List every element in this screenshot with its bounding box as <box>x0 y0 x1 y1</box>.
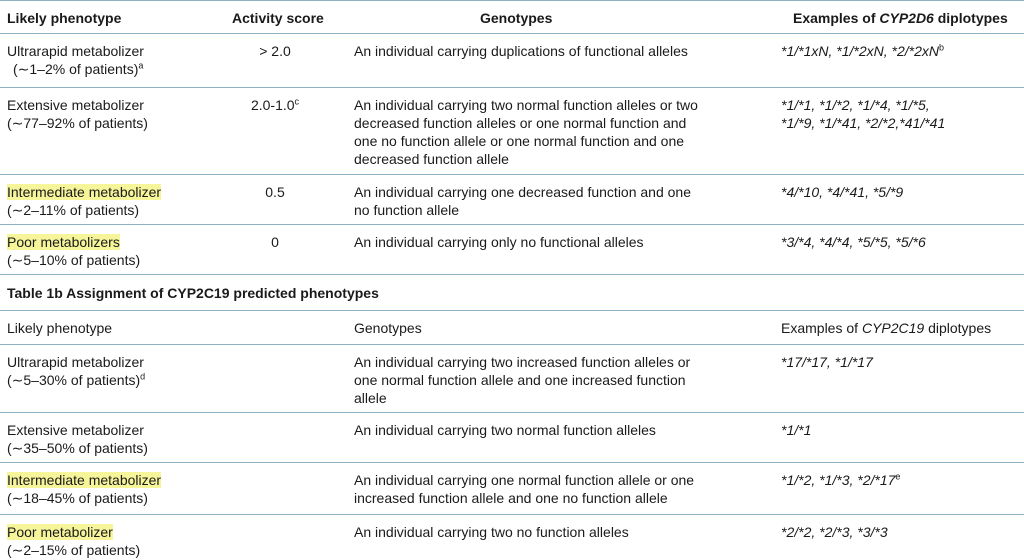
diplotype-cell: *1/*1 <box>781 422 812 438</box>
diplotype-cell: *1/*1xN, *1/*2xN, $*2/*2xN^b$ <box>781 42 944 59</box>
table-row <box>0 515 1024 559</box>
genotype-cell: An individual carrying two increased function alleles or one normal function allele and one increased function allele <box>354 354 691 406</box>
table-row <box>0 175 1024 225</box>
diplotype-cell: *1/*1, *1/*2, *1/*4, *1/*5, *1/*9, *1/*41, *2/*2,*41/*41 <box>781 97 946 131</box>
header-phenotype: Likely phenotype <box>7 10 122 26</box>
genotype-cell: An individual carrying duplications of functional alleles <box>354 43 688 59</box>
phenotype-cell: Extensive metabolizer (∼77–92% of patients) <box>7 97 148 131</box>
genotype-cell: An individual carrying one normal function allele or one increased function allele and one no function allele <box>354 472 695 506</box>
activity-score-cell: 0 <box>271 234 279 250</box>
activity-score-cell: 2.0-1.0$^c$ <box>250 96 300 113</box>
phenotype-cell: Poor metabolizers (∼5–10% of patients) <box>7 234 141 268</box>
highlighted-phenotype: Intermediate metabolizer <box>7 184 162 200</box>
genotype-cell: An individual carrying two no function alleles <box>354 524 629 540</box>
table-a-header-row <box>0 0 1024 34</box>
activity-score-cell: 0.5 <box>265 184 285 200</box>
phenotype-cell: Ultrarapid metabolizer (∼1–2% of patients)$^a$ <box>7 43 144 77</box>
diplotype-cell: *3/*4, *4/*4, *5/*5, *5/*6 <box>781 234 926 250</box>
highlighted-phenotype: Poor metabolizer <box>7 524 113 540</box>
table-row <box>0 225 1024 275</box>
header-genotypes: Genotypes <box>480 10 553 26</box>
header-genotypes: Genotypes <box>354 320 422 336</box>
activity-score-cell: > 2.0 <box>259 43 291 59</box>
header-activity-score: Activity score <box>232 10 324 26</box>
diplotype-cell: *2/*2, *2/*3, *3/*3 <box>781 524 888 540</box>
phenotype-cell: Intermediate metabolizer (∼2–11% of patients) <box>7 184 162 218</box>
table-row <box>0 413 1024 463</box>
table-row <box>0 463 1024 515</box>
genotype-cell: An individual carrying only no functional alleles <box>354 234 644 250</box>
table-row <box>0 345 1024 413</box>
diplotype-cell: *4/*10, *4/*41, *5/*9 <box>781 184 904 200</box>
table-b-header-row <box>0 311 1024 345</box>
genotype-cell: An individual carrying two normal function alleles <box>354 422 656 438</box>
diplotype-cell: *17/*17, *1/*17 <box>781 354 873 370</box>
header-examples: Examples of CYP2D6 diplotypes <box>793 10 1008 26</box>
header-phenotype: Likely phenotype <box>7 320 113 336</box>
table-row <box>0 34 1024 88</box>
highlighted-phenotype: Poor metabolizers <box>7 234 120 250</box>
genotype-cell: An individual carrying one decreased function and one no function allele <box>354 184 692 218</box>
phenotype-cell: Extensive metabolizer (∼35–50% of patients) <box>7 422 148 456</box>
table-b-caption-row <box>0 275 1024 311</box>
header-examples: Examples of CYP2C19 diplotypes <box>781 320 992 336</box>
table-b-caption: Table 1b Assignment of CYP2C19 predicted phenotypes <box>7 285 379 301</box>
phenotype-cell: Intermediate metabolizer (∼18–45% of patients) <box>7 472 162 506</box>
highlighted-phenotype: Intermediate metabolizer <box>7 472 162 488</box>
genotype-cell: An individual carrying two normal function alleles or two decreased function alleles or one normal function and one no function allele or one normal function and one decreased function allele <box>354 97 698 167</box>
phenotype-cell: Ultrarapid metabolizer (∼5–30% of patients)$^d$ <box>7 354 146 388</box>
table-row <box>0 88 1024 175</box>
diplotype-cell: *1/*2, *1/*3, *2/*17e <box>781 471 901 488</box>
phenotype-cell: Poor metabolizer (∼2–15% of patients) <box>7 524 141 558</box>
